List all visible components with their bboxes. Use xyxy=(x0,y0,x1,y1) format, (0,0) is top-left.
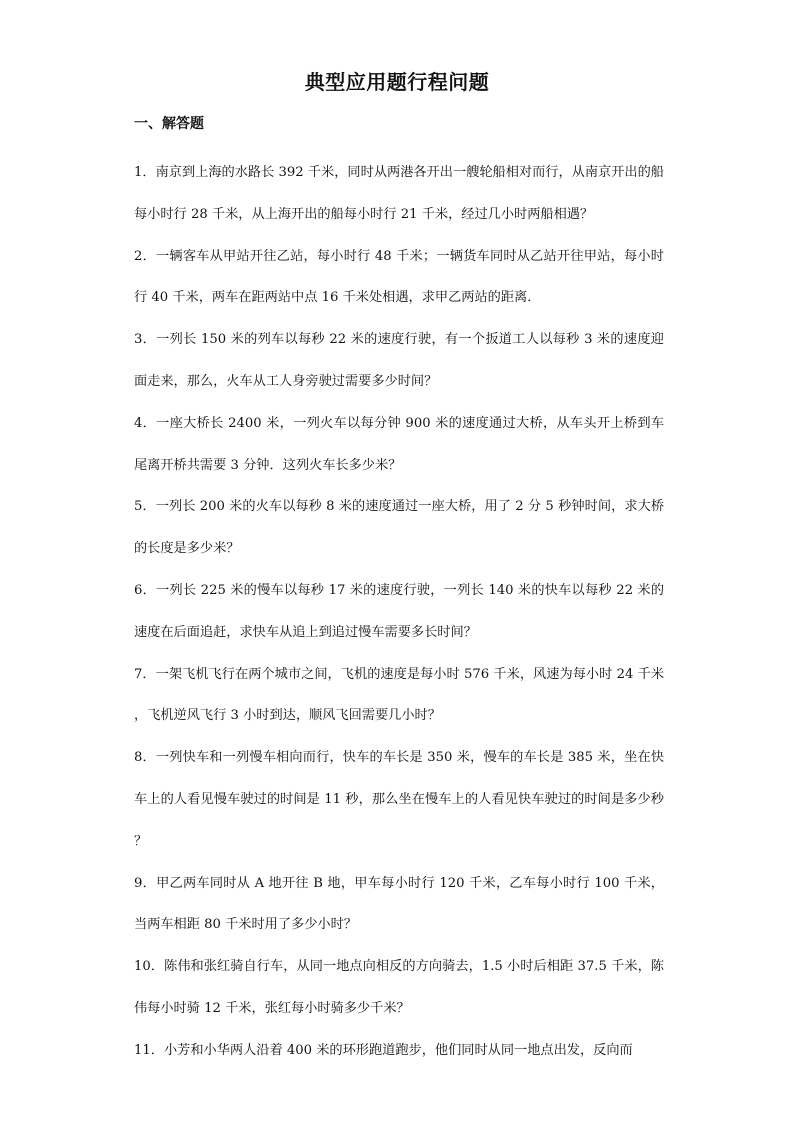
question-item xyxy=(134,486,664,570)
question-text: 一架飞机飞行在两个城市之间，飞机的速度是每小时 576 千米，风速为每小时 24 千米，飞机逆风飞行 3 小时到达，顺风飞回需要几小时？ xyxy=(134,666,665,724)
question-text: 一列长 225 米的慢车以每秒 17 米的速度行驶，一列长 140 米的快车以每秒 22 米的速度在后面追赶，求快车从追上到追过慢车需要多长时间？ xyxy=(134,582,665,640)
question-number: 8． xyxy=(134,750,156,766)
question-text: 一列快车和一列慢车相向而行，快车的车长是 350 米，慢车的车长是 385 米，坐在快车上的人看见慢车驶过的时间是 11 秒，那么坐在慢车上的人看见快车驶过的时间是多少秒？ xyxy=(134,750,665,849)
question-number: 3． xyxy=(134,332,157,348)
question-text: 陈伟和张红骑自行车，从同一地点向相反的方向骑去，1.5 小时后相距 37.5 千米，陈伟每小时骑 12 千米，张红每小时骑多少千米？ xyxy=(134,959,664,1016)
section-heading: 一、解答题 xyxy=(134,116,204,132)
question-item xyxy=(134,1030,664,1072)
question-item xyxy=(134,654,664,738)
question-number: 9． xyxy=(134,875,157,891)
question-item xyxy=(134,152,664,236)
question-text: 一列长 200 米的火车以每秒 8 米的速度通过一座大桥，用了 2 分 5 秒钟时间，求大桥的长度是多少米？ xyxy=(134,499,664,557)
question-text: 南京到上海的水路长 392 千米，同时从两港各开出一艘轮船相对而行，从南京开出的船每小时行 28 千米，从上海开出的船每小时行 21 千米，经过几小时两船相遇？ xyxy=(134,165,664,222)
question-number: 5． xyxy=(134,499,156,515)
question-item xyxy=(134,319,664,403)
question-item xyxy=(134,737,664,862)
question-text: 甲乙两车同时从 A 地开往 B 地，甲车每小时行 120 千米，乙车每小时行 100 千米，当两车相距 80 千米时用了多少小时？ xyxy=(134,875,664,933)
question-number: 6． xyxy=(134,582,157,598)
question-number: 7． xyxy=(134,666,156,682)
question-item xyxy=(134,236,664,320)
question-text: 一座大桥长 2400 米，一列火车以每分钟 900 米的速度通过大桥，从车头开上桥到车尾离开桥共需要 3 分钟．这列火车长多少米？ xyxy=(134,415,665,473)
question-item xyxy=(134,403,664,487)
question-number: 1． xyxy=(134,165,156,180)
question-number: 11． xyxy=(134,1042,164,1058)
question-item xyxy=(134,863,664,947)
question-list xyxy=(134,152,664,1072)
question-number: 10． xyxy=(134,959,165,975)
question-text: 一辆客车从甲站开往乙站，每小时行 48 千米；一辆货车同时从乙站开往甲站，每小时行 40 千米，两车在距两站中点 16 千米处相遇，求甲乙两站的距离． xyxy=(134,248,664,306)
question-text: 一列长 150 米的列车以每秒 22 米的速度行驶，有一个扳道工人以每秒 3 米的速度迎面走来，那么，火车从工人身旁驶过需要多少时间？ xyxy=(134,332,664,389)
document-title: 典型应用题行程问题 xyxy=(304,70,490,94)
question-number: 4． xyxy=(134,415,157,431)
question-item xyxy=(134,946,664,1030)
question-number: 2． xyxy=(134,248,157,264)
question-item xyxy=(134,570,664,654)
question-text: 小芳和小华两人沿着 400 米的环形跑道跑步，他们同时从同一地点出发，反向而 xyxy=(163,1042,633,1058)
